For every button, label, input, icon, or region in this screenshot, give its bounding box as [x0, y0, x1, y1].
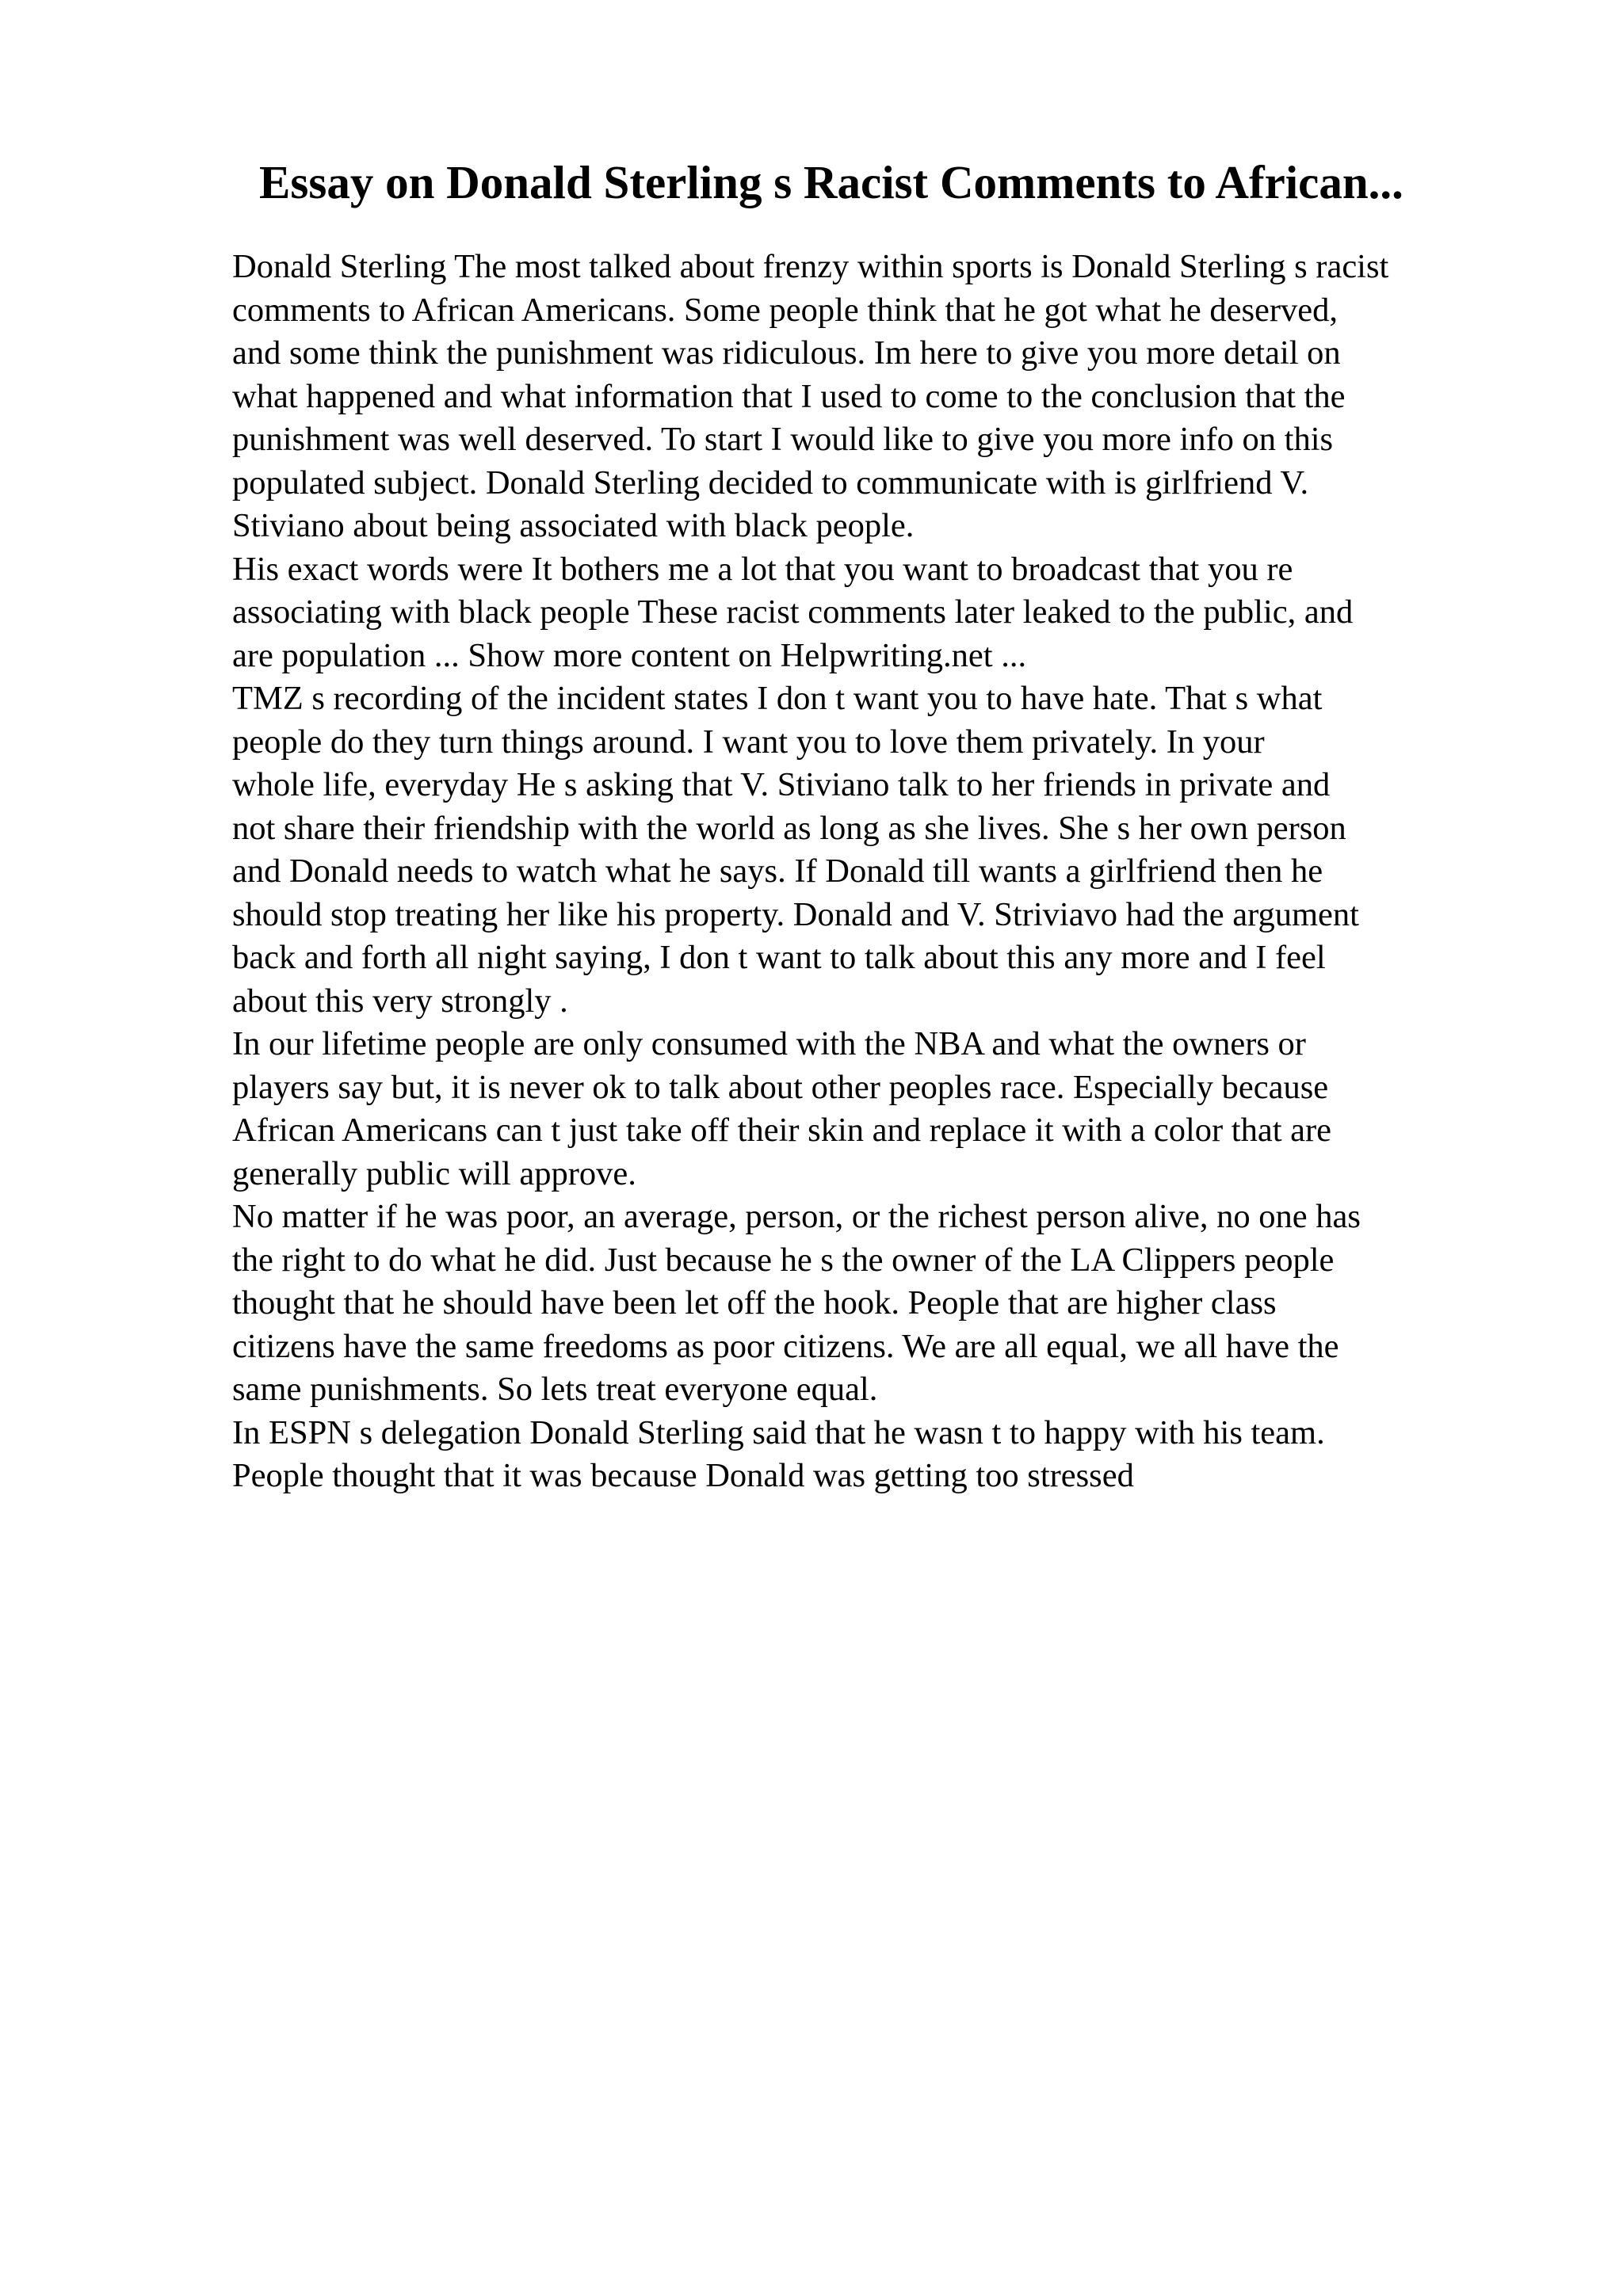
body-line: comments to African Americans. Some people think that he got what he deserved,: [232, 291, 1338, 329]
body-line: No matter if he was poor, an average, person, or the richest person alive, no one has: [232, 1198, 1361, 1235]
body-line: what happened and what information that I used to come to the conclusion that the: [232, 377, 1346, 415]
body-line: whole life, everyday He s asking that V. Stiviano talk to her friends in private and: [232, 766, 1331, 803]
body-line: People thought that it was because Donald was getting too stressed: [232, 1457, 1134, 1494]
body-line: should stop treating her like his property. Donald and V. Striviavo had the argument: [232, 895, 1359, 933]
body-line: In ESPN s delegation Donald Sterling said that he wasn t to happy with his team.: [232, 1413, 1325, 1451]
body-line: TMZ s recording of the incident states I don t want you to have hate. That s what: [232, 680, 1323, 717]
document-title: Essay on Donald Sterling s Racist Comments to African...: [259, 156, 1403, 208]
body-line: associating with black people These racist comments later leaked to the public, and: [232, 593, 1354, 631]
body-line: are population ... Show more content on Helpwriting.net ...: [232, 636, 1027, 674]
body-line: punishment was well deserved. To start I would like to give you more info on this: [232, 421, 1334, 458]
body-line: citizens have the same freedoms as poor citizens. We are all equal, we all have the: [232, 1327, 1339, 1365]
body-line: same punishments. So lets treat everyone equal.: [232, 1371, 878, 1408]
body-line: the right to do what he did. Just because he s the owner of the LA Clippers people: [232, 1241, 1335, 1279]
body-line: Donald Sterling The most talked about frenzy within sports is Donald Sterling s racist: [232, 248, 1389, 285]
body-line: and some think the punishment was ridiculous. Im here to give you more detail on: [232, 334, 1341, 372]
body-line: His exact words were It bothers me a lot that you want to broadcast that you re: [232, 550, 1293, 588]
body-line: back and forth all night saying, I don t want to talk about this any more and I feel: [232, 939, 1326, 976]
body-line: about this very strongly .: [232, 982, 568, 1020]
body-line: populated subject. Donald Sterling decided to communicate with is girlfriend V.: [232, 463, 1309, 502]
body-line: thought that he should have been let off the hook. People that are higher class: [232, 1284, 1277, 1322]
body-line: African Americans can t just take off their skin and replace it with a color that are: [232, 1112, 1332, 1149]
body-line: not share their friendship with the world as long as she lives. She s her own person: [232, 809, 1346, 847]
body-line: and Donald needs to watch what he says. If Donald till wants a girlfriend then he: [232, 852, 1323, 890]
body-line: people do they turn things around. I want you to love them privately. In your: [232, 723, 1265, 761]
body-line: In our lifetime people are only consumed with the NBA and what the owners or: [232, 1025, 1306, 1062]
body-line: generally public will approve.: [232, 1154, 636, 1192]
body-line: players say but, it is never ok to talk about other peoples race. Especially because: [232, 1068, 1329, 1106]
document-body: [232, 246, 1595, 1498]
body-line: Stiviano about being associated with black people.: [232, 507, 915, 544]
